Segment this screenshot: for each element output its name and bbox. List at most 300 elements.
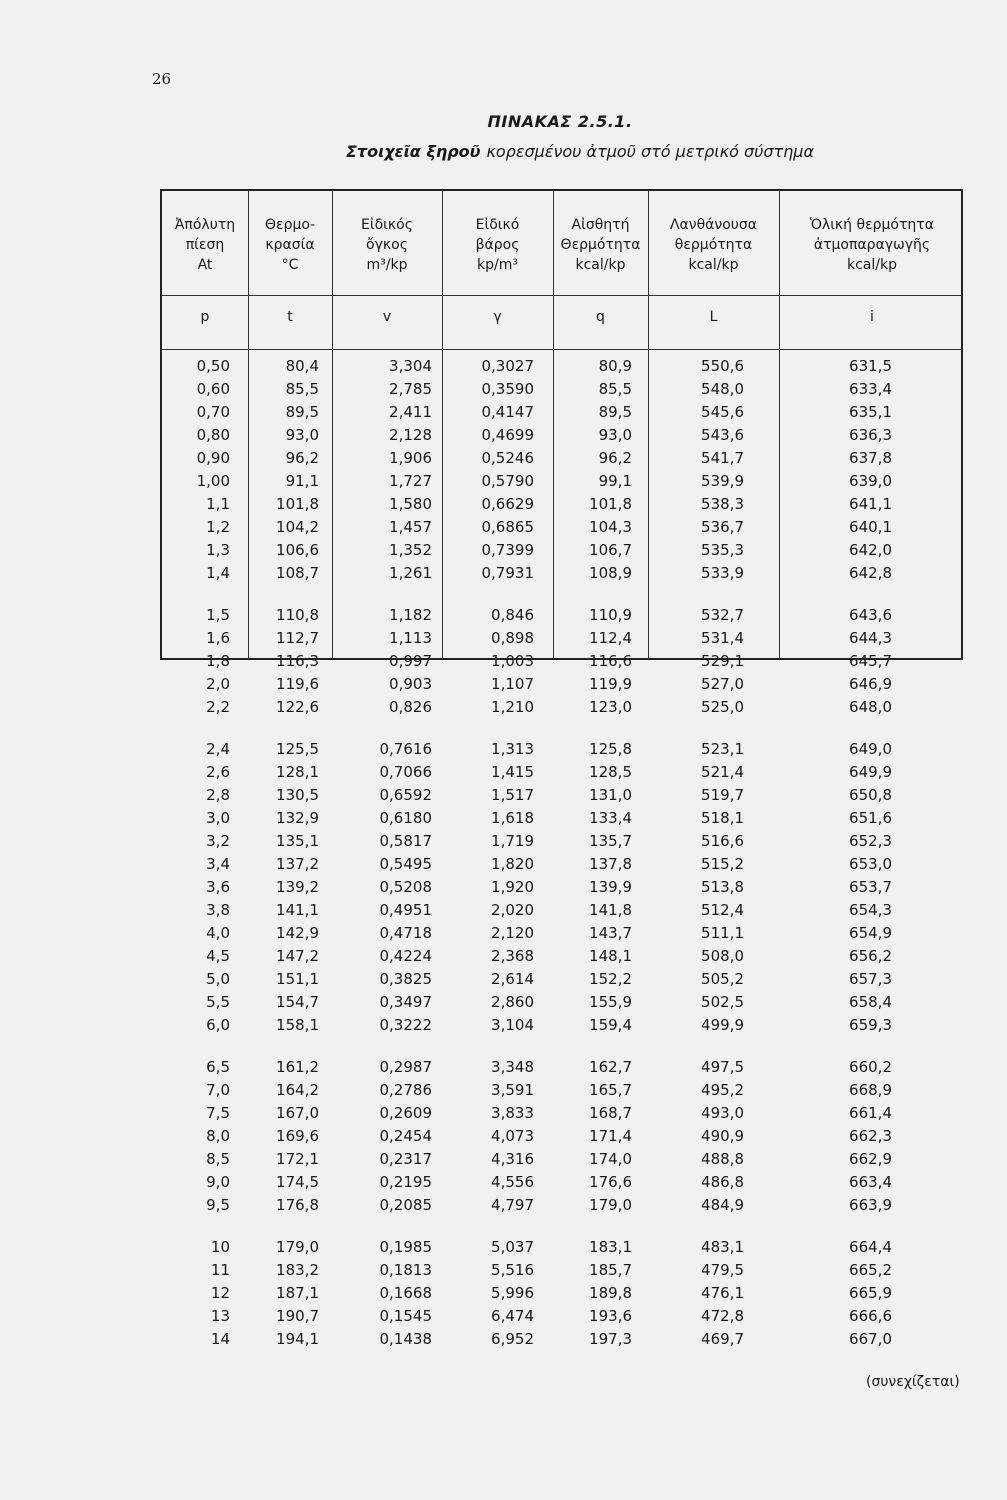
table-cell: 2,614 [491,970,534,988]
header-line: kcal/kp [688,257,739,273]
table-cell: 0,7399 [481,541,534,559]
table-row [162,606,961,629]
header-line: kcal/kp [575,257,626,273]
table-cell: 483,1 [701,1238,744,1256]
header-divider [162,295,961,296]
table-cell: 658,4 [849,993,892,1011]
table-row [162,763,961,786]
table-cell: 183,1 [589,1238,632,1256]
table-cell: 0,3590 [481,380,534,398]
table-cell: 0,3825 [379,970,432,988]
table-cell: 14 [210,1330,230,1348]
table-cell: 2,2 [206,698,230,716]
header-cell-sensible-heat [553,215,648,275]
table-cell: 174,0 [589,1150,632,1168]
header-cell-temperature [248,215,332,275]
table-cell: 5,0 [206,970,230,988]
table-cell: 8,5 [206,1150,230,1168]
symbol-i: i [870,309,874,325]
header-line: Λανθάνουσα [669,217,757,233]
table-cell: 128,1 [276,763,319,781]
table-cell: 89,5 [285,403,319,421]
table-cell: 1,210 [491,698,534,716]
table-cell: 1,727 [389,472,432,490]
table-cell: 4,0 [206,924,230,942]
table-cell: 179,0 [276,1238,319,1256]
table-cell: 104,2 [276,518,319,536]
table-row [162,541,961,564]
table-cell: 8,0 [206,1127,230,1145]
header-line: Θερμότητα [560,237,641,253]
table-cell: 1,719 [491,832,534,850]
table-cell: 2,0 [206,675,230,693]
table-cell: 531,4 [701,629,744,647]
table-cell: 96,2 [285,449,319,467]
table-cell: 133,4 [589,809,632,827]
table-cell: 523,1 [701,740,744,758]
table-cell: 493,0 [701,1104,744,1122]
table-cell: 147,2 [276,947,319,965]
table-cell: 176,6 [589,1173,632,1191]
table-cell: 0,903 [389,675,432,693]
table-cell: 7,0 [206,1081,230,1099]
table-cell: 119,6 [276,675,319,693]
table-cell: 499,9 [701,1016,744,1034]
table-cell: 661,4 [849,1104,892,1122]
table-cell: 0,2195 [379,1173,432,1191]
table-cell: 536,7 [701,518,744,536]
table-cell: 10 [210,1238,230,1256]
table-cell: 1,580 [389,495,432,513]
header-line: Ὁλική θερμότητα [810,217,934,233]
table-cell: 0,6629 [481,495,534,513]
table-cell: 0,4718 [379,924,432,942]
table-cell: 148,1 [589,947,632,965]
table-cell: 4,797 [491,1196,534,1214]
table-cell: 1,2 [206,518,230,536]
table-cell: 505,2 [701,970,744,988]
table-cell: 656,2 [849,947,892,965]
table-cell: 538,3 [701,495,744,513]
table-cell: 3,0 [206,809,230,827]
header-line: Ἀπόλυτη [174,217,236,233]
table-cell: 190,7 [276,1307,319,1325]
table-cell: 0,7931 [481,564,534,582]
table-cell: 3,104 [491,1016,534,1034]
continued-note: (συνεχίζεται) [866,1374,960,1390]
table-cell: 1,618 [491,809,534,827]
table-cell: 141,8 [589,901,632,919]
table-cell: 502,5 [701,993,744,1011]
table-cell: 2,6 [206,763,230,781]
table-body [162,357,961,1372]
table-cell: 143,7 [589,924,632,942]
table-cell: 0,5817 [379,832,432,850]
table-cell: 197,3 [589,1330,632,1348]
table-cell: 9,5 [206,1196,230,1214]
table-cell: 488,8 [701,1150,744,1168]
table-cell: 89,5 [598,403,632,421]
table-row [162,1330,961,1353]
table-cell: 119,9 [589,675,632,693]
table-cell: 511,1 [701,924,744,942]
table-cell: 0,1545 [379,1307,432,1325]
table-cell: 4,5 [206,947,230,965]
table-cell: 85,5 [285,380,319,398]
table-row [162,924,961,947]
table-cell: 106,6 [276,541,319,559]
subtitle-rest: κορεσμένου ἀτμοῦ στό μετρικό σύστημα [486,142,815,161]
table-cell: 512,4 [701,901,744,919]
table-cell: 172,1 [276,1150,319,1168]
symbol-gamma: γ [493,309,502,325]
header-line: °C [281,257,299,273]
table-cell: 644,3 [849,629,892,647]
table-cell: 122,6 [276,698,319,716]
table-cell: 490,9 [701,1127,744,1145]
table-row [162,629,961,652]
table-cell: 0,2317 [379,1150,432,1168]
table-cell: 0,3497 [379,993,432,1011]
table-cell: 0,826 [389,698,432,716]
table-cell: 543,6 [701,426,744,444]
table-cell: 3,4 [206,855,230,873]
table-cell: 635,1 [849,403,892,421]
header-cell-total-heat [779,215,965,275]
table-cell: 525,0 [701,698,744,716]
table-cell: 0,1438 [379,1330,432,1348]
table-cell: 0,4951 [379,901,432,919]
table-cell: 3,8 [206,901,230,919]
table-cell: 662,3 [849,1127,892,1145]
table-cell: 541,7 [701,449,744,467]
table-cell: 1,820 [491,855,534,873]
table-cell: 519,7 [701,786,744,804]
table-cell: 663,4 [849,1173,892,1191]
table-cell: 639,0 [849,472,892,490]
table-cell: 108,7 [276,564,319,582]
table-cell: 155,9 [589,993,632,1011]
header-line: Αἰσθητή [571,217,630,233]
header-line: m³/kp [366,257,408,273]
table-cell: 187,1 [276,1284,319,1302]
table-cell: 2,368 [491,947,534,965]
table-cell: 185,7 [589,1261,632,1279]
table-cell: 637,8 [849,449,892,467]
table-cell: 2,120 [491,924,534,942]
table-row [162,1284,961,1307]
table-cell: 0,1668 [379,1284,432,1302]
table-row [162,993,961,1016]
table-cell: 2,8 [206,786,230,804]
table-cell: 650,8 [849,786,892,804]
table-cell: 0,3222 [379,1016,432,1034]
table-cell: 0,5208 [379,878,432,896]
table-row [162,564,961,587]
table-cell: 469,7 [701,1330,744,1348]
table-cell: 193,6 [589,1307,632,1325]
table-row [162,380,961,403]
header-row [162,191,961,295]
header-line: kp/m³ [477,257,518,273]
table-cell: 529,1 [701,652,744,670]
table-cell: 1,6 [206,629,230,647]
table-row [162,449,961,472]
table-cell: 4,316 [491,1150,534,1168]
table-cell: 665,9 [849,1284,892,1302]
table-row [162,832,961,855]
table-cell: 110,9 [589,606,632,624]
table-cell: 535,3 [701,541,744,559]
table-cell: 631,5 [849,357,892,375]
table-cell: 0,60 [196,380,230,398]
table-row [162,1173,961,1196]
table-cell: 123,0 [589,698,632,716]
row-group [162,1058,961,1219]
table-cell: 654,3 [849,901,892,919]
table-cell: 518,1 [701,809,744,827]
table-cell: 513,8 [701,878,744,896]
table-cell: 0,5246 [481,449,534,467]
table-cell: 164,2 [276,1081,319,1099]
table-row [162,1058,961,1081]
table-row [162,786,961,809]
header-cell-pressure [162,215,248,275]
table-row [162,698,961,721]
table-cell: 0,2609 [379,1104,432,1122]
table-row [162,357,961,380]
table-row [162,1127,961,1150]
table-cell: 99,1 [598,472,632,490]
table-cell: 1,3 [206,541,230,559]
table-cell: 0,4147 [481,403,534,421]
table-cell: 176,8 [276,1196,319,1214]
table-cell: 142,9 [276,924,319,942]
table-cell: 659,3 [849,1016,892,1034]
table-cell: 486,8 [701,1173,744,1191]
table-cell: 3,6 [206,878,230,896]
table-cell: 0,4224 [379,947,432,965]
table-cell: 1,415 [491,763,534,781]
table-cell: 168,7 [589,1104,632,1122]
table-cell: 112,4 [589,629,632,647]
table-cell: 646,9 [849,675,892,693]
table-cell: 516,6 [701,832,744,850]
table-cell: 5,516 [491,1261,534,1279]
table-cell: 174,5 [276,1173,319,1191]
table-cell: 1,517 [491,786,534,804]
table-cell: 161,2 [276,1058,319,1076]
header-line: At [197,257,213,273]
table-cell: 645,7 [849,652,892,670]
table-subtitle [0,142,1007,161]
table-row [162,472,961,495]
table-cell: 116,3 [276,652,319,670]
header-line: βάρος [475,237,520,253]
table-cell: 171,4 [589,1127,632,1145]
table-cell: 159,4 [589,1016,632,1034]
symbol-L: L [709,309,718,325]
table-row [162,1081,961,1104]
table-row [162,855,961,878]
table-cell: 104,3 [589,518,632,536]
table-cell: 664,4 [849,1238,892,1256]
table-cell: 169,6 [276,1127,319,1145]
table-cell: 539,9 [701,472,744,490]
table-cell: 7,5 [206,1104,230,1122]
table-cell: 5,5 [206,993,230,1011]
table-cell: 642,8 [849,564,892,582]
table-cell: 194,1 [276,1330,319,1348]
table-cell: 151,1 [276,970,319,988]
table-cell: 1,457 [389,518,432,536]
table-cell: 3,591 [491,1081,534,1099]
table-cell: 2,020 [491,901,534,919]
table-cell: 152,2 [589,970,632,988]
table-row [162,970,961,993]
table-cell: 128,5 [589,763,632,781]
table-cell: 116,6 [589,652,632,670]
table-cell: 183,2 [276,1261,319,1279]
table-cell: 545,6 [701,403,744,421]
table-cell: 515,2 [701,855,744,873]
table-cell: 1,5 [206,606,230,624]
table-cell: 93,0 [285,426,319,444]
table-cell: 3,348 [491,1058,534,1076]
table-cell: 633,4 [849,380,892,398]
table-cell: 653,0 [849,855,892,873]
header-line: Εἰδικό [475,217,520,233]
table-cell: 0,1985 [379,1238,432,1256]
table-cell: 508,0 [701,947,744,965]
symbol-divider [162,349,961,350]
table-cell: 2,860 [491,993,534,1011]
table-cell: 4,073 [491,1127,534,1145]
table-cell: 640,1 [849,518,892,536]
table-cell: 108,9 [589,564,632,582]
table-cell: 80,9 [598,357,632,375]
table-row [162,1104,961,1127]
header-line: ὄγκος [366,237,408,253]
header-line: Εἰδικός [361,217,413,233]
table-cell: 479,5 [701,1261,744,1279]
table-cell: 1,920 [491,878,534,896]
table-cell: 154,7 [276,993,319,1011]
table-row [162,1196,961,1219]
row-group [162,740,961,1039]
table-cell: 532,7 [701,606,744,624]
table-cell: 641,1 [849,495,892,513]
symbol-t: t [287,309,293,325]
table-cell: 112,7 [276,629,319,647]
table-cell: 0,1813 [379,1261,432,1279]
table-cell: 0,3027 [481,357,534,375]
table-cell: 533,9 [701,564,744,582]
table-cell: 0,90 [196,449,230,467]
row-group [162,606,961,721]
table-cell: 548,0 [701,380,744,398]
table-cell: 0,898 [491,629,534,647]
table-cell: 0,2786 [379,1081,432,1099]
table-cell: 141,1 [276,901,319,919]
row-group [162,357,961,587]
table-cell: 2,411 [389,403,432,421]
page-number: 26 [152,70,172,88]
table-cell: 13 [210,1307,230,1325]
table-row [162,901,961,924]
table-cell: 0,70 [196,403,230,421]
table-cell: 0,7616 [379,740,432,758]
table-cell: 1,1 [206,495,230,513]
table-cell: 0,846 [491,606,534,624]
table-cell: 0,4699 [481,426,534,444]
table-cell: 1,107 [491,675,534,693]
table-cell: 91,1 [285,472,319,490]
table-cell: 643,6 [849,606,892,624]
table-cell: 12 [210,1284,230,1302]
table-cell: 657,3 [849,970,892,988]
table-cell: 3,2 [206,832,230,850]
table-row [162,1238,961,1261]
table-cell: 110,8 [276,606,319,624]
table-cell: 1,906 [389,449,432,467]
table-cell: 665,2 [849,1261,892,1279]
table-cell: 1,003 [491,652,534,670]
table-cell: 654,9 [849,924,892,942]
row-group [162,1238,961,1353]
table-cell: 6,5 [206,1058,230,1076]
table-cell: 189,8 [589,1284,632,1302]
table-row [162,1150,961,1173]
table-cell: 472,8 [701,1307,744,1325]
table-cell: 137,8 [589,855,632,873]
table-cell: 0,6180 [379,809,432,827]
table-cell: 179,0 [589,1196,632,1214]
table-cell: 165,7 [589,1081,632,1099]
table-cell: 0,2085 [379,1196,432,1214]
table-cell: 11 [210,1261,230,1279]
table-row [162,809,961,832]
table-cell: 648,0 [849,698,892,716]
table-cell: 663,9 [849,1196,892,1214]
table-cell: 0,997 [389,652,432,670]
table-cell: 649,0 [849,740,892,758]
table-cell: 668,9 [849,1081,892,1099]
table-cell: 1,113 [389,629,432,647]
table-cell: 125,5 [276,740,319,758]
table-cell: 1,261 [389,564,432,582]
symbol-q: q [596,309,605,325]
table-cell: 1,8 [206,652,230,670]
table-cell: 1,4 [206,564,230,582]
header-cell-specific-weight [442,215,553,275]
header-line: Θερμο- [265,217,315,233]
table-cell: 93,0 [598,426,632,444]
table-cell: 139,9 [589,878,632,896]
table-cell: 662,9 [849,1150,892,1168]
table-cell: 1,313 [491,740,534,758]
table-cell: 642,0 [849,541,892,559]
table-cell: 137,2 [276,855,319,873]
table-cell: 5,037 [491,1238,534,1256]
table-cell: 0,5495 [379,855,432,873]
table-row [162,947,961,970]
table-row [162,1261,961,1284]
table-cell: 4,556 [491,1173,534,1191]
table-cell: 0,50 [196,357,230,375]
table-cell: 1,182 [389,606,432,624]
table-row [162,1307,961,1330]
